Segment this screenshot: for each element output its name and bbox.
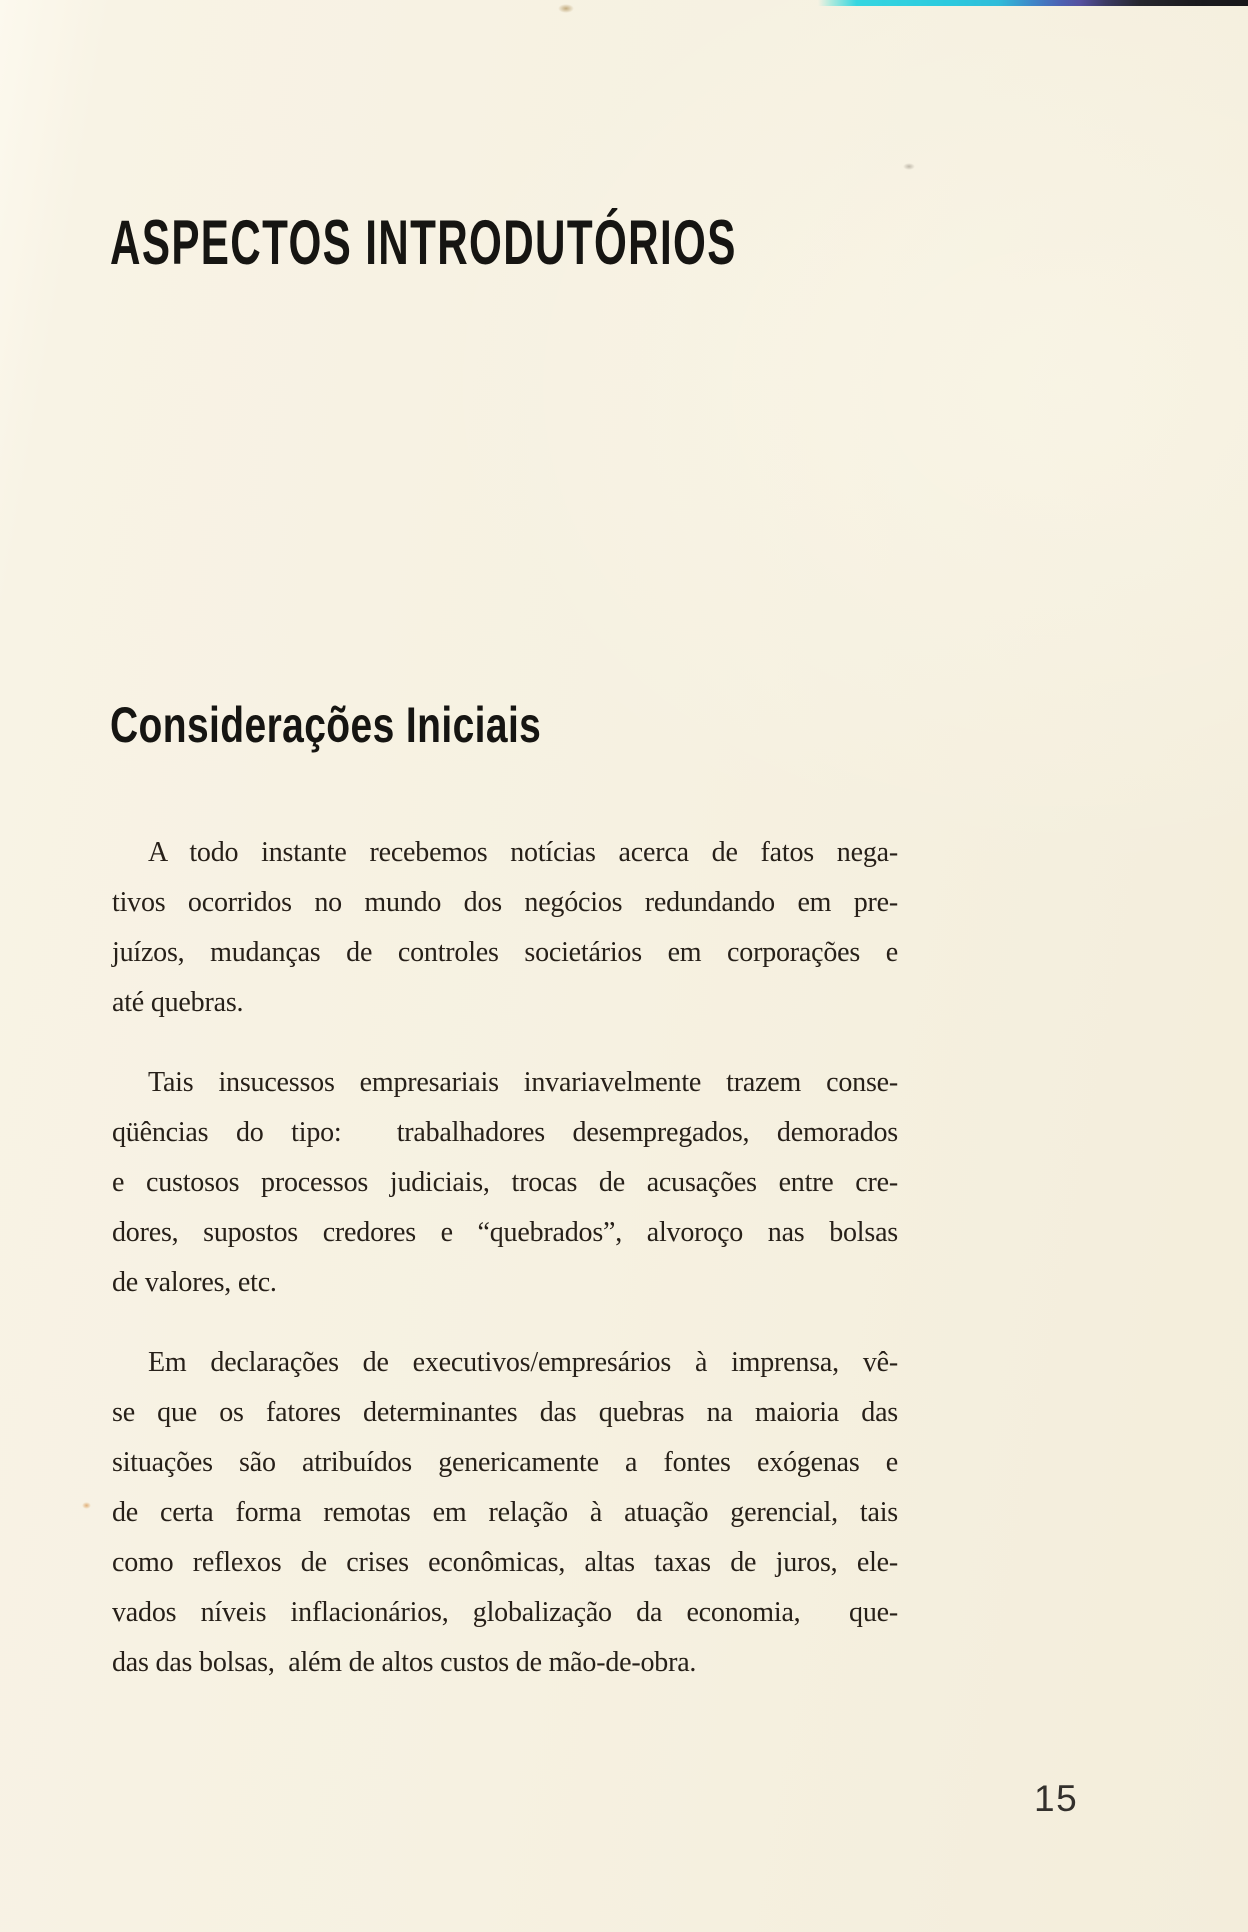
text-line: Em declarações de executivos/empresários à imprensa, vê- <box>148 1347 898 1378</box>
text-line: tivos ocorridos no mundo dos negócios redundando em pre- <box>112 887 898 918</box>
text-line: e custosos processos judiciais, trocas de acusações entre cre- <box>112 1167 898 1198</box>
text-line: qüências do tipo: trabalhadores desempregados, demorados <box>112 1117 898 1148</box>
text-line: de valores, etc. <box>112 1267 277 1298</box>
paper-speck <box>558 4 574 13</box>
text-line: vados níveis inflacionários, globalização da economia, que- <box>112 1597 898 1628</box>
text-line: até quebras. <box>112 987 244 1018</box>
text-line: se que os fatores determinantes das quebras na maioria das <box>112 1397 898 1428</box>
text-line: de certa forma remotas em relação à atuação gerencial, tais <box>112 1497 898 1528</box>
text-line: juízos, mudanças de controles societários em corporações e <box>112 937 898 968</box>
text-line: situações são atribuídos genericamente a fontes exógenas e <box>112 1447 898 1478</box>
text-line: das das bolsas, além de altos custos de mão-de-obra. <box>112 1647 697 1678</box>
page-title: ASPECTOS INTRODUTÓRIOS <box>110 208 737 278</box>
paragraph-2 <box>112 1058 898 1308</box>
paragraph-1 <box>112 828 898 1028</box>
text-line: Tais insucessos empresariais invariavelmente trazem conse- <box>148 1067 898 1098</box>
scanner-edge-strip <box>818 0 1248 6</box>
paper-speck <box>82 1502 91 1509</box>
text-line: como reflexos de crises econômicas, altas taxas de juros, ele- <box>112 1547 898 1578</box>
paragraph-3 <box>112 1338 898 1688</box>
paper-speck <box>903 163 915 170</box>
body-text <box>112 828 898 1718</box>
text-line: dores, supostos credores e “quebrados”, alvoroço nas bolsas <box>112 1217 898 1248</box>
section-heading: Considerações Iniciais <box>110 697 542 753</box>
text-line: A todo instante recebemos notícias acerca de fatos nega- <box>148 837 898 868</box>
page-number: 15 <box>1034 1778 1079 1819</box>
